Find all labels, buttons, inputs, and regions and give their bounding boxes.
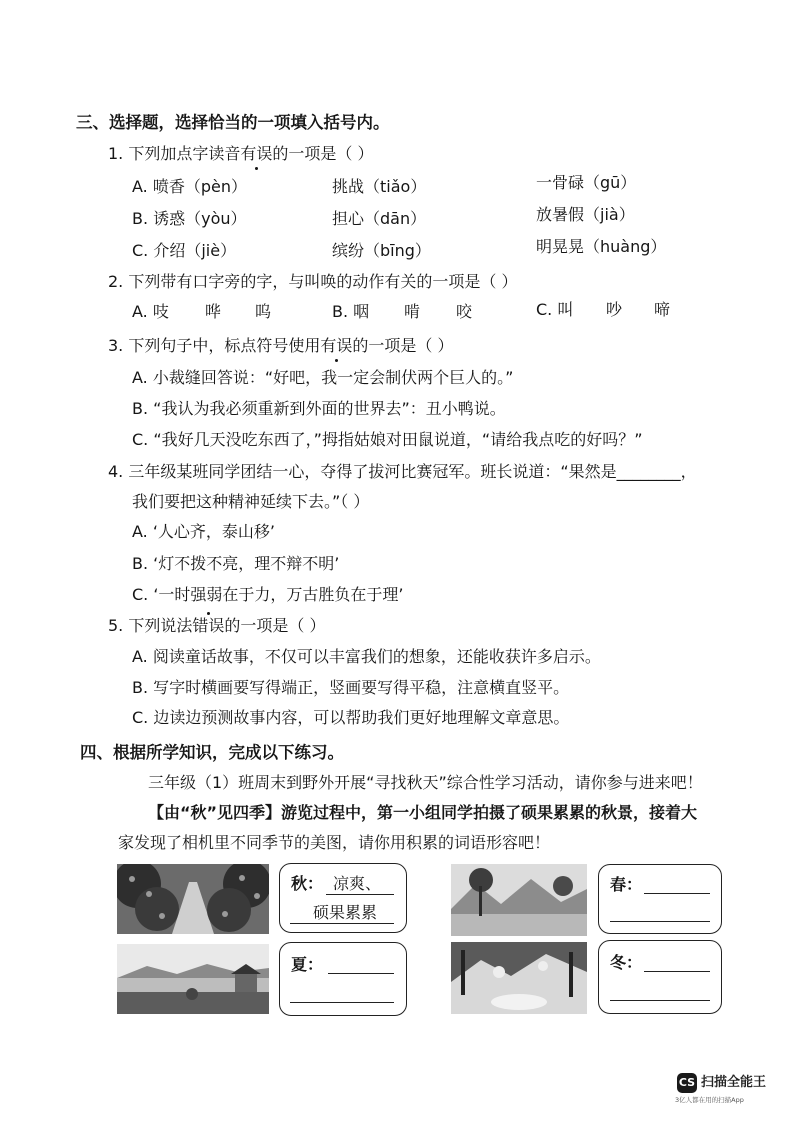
q4-option-b: B. ‘灯不拨不亮，理不辩不明’ [132, 554, 340, 573]
q4-stem-line2: 我们要把这种精神延续下去。”（ ） [132, 492, 370, 511]
q1-option-b3: 放暑假（jià） [536, 205, 635, 224]
q2-stem: 2. 下列带有口字旁的字，与叫唤的动作有关的一项是（ ） [108, 272, 518, 291]
spring-label: 春： [610, 875, 643, 894]
q3-stem: 3. 下列句子中，标点符号使用有误的一项是（ ） [108, 336, 454, 355]
q3-option-c: C. “我好几天没吃东西了，”拇指姑娘对田鼠说道，“请给我点吃的好吗？” [132, 430, 643, 449]
spring-line1 [644, 893, 710, 894]
q1-option-c1: C. 介绍（jiè） [132, 241, 237, 260]
q3-option-a: A. 小裁缝回答说：“好吧，我一定会制伏两个巨人的。” [132, 368, 514, 387]
autumn-line1 [326, 894, 394, 895]
section3-heading: 三、选择题，选择恰当的一项填入括号内。 [76, 113, 390, 132]
winter-line2 [610, 1000, 710, 1001]
q5-dotted-word: 错误 [192, 616, 225, 635]
section4-para-line2: 家发现了相机里不同季节的美图，请你用积累的词语形容吧！ [118, 833, 551, 852]
q5-option-c: C. 边读边预测故事内容，可以帮助我们更好地理解文章意思。 [132, 708, 570, 727]
section4-para-line1: 【由“秋”见四季】游览过程中，第一小组同学拍摄了硕果累累的秋景，接着大 [148, 803, 698, 822]
spring-line2 [610, 921, 710, 922]
autumn-word1: 凉爽、 [333, 874, 382, 893]
q1-option-a2: 挑战（tiǎo） [332, 177, 427, 196]
q1-dotted-word: 有误 [240, 144, 273, 163]
q3-dotted-word: 有误 [320, 336, 353, 355]
q4-option-c: C. ‘一时强弱在于力，万古胜负在于理’ [132, 585, 404, 604]
camscanner-tagline: 3亿人都在用的扫描App [675, 1096, 744, 1104]
q2-option-a-char3: 呜 [255, 302, 272, 321]
q1-option-a3: 一骨碌（gū） [536, 173, 637, 192]
winter-label: 冬： [610, 953, 643, 972]
summer-line2 [290, 1002, 394, 1003]
q5-stem: 5. 下列说法错误的一项是（ ） [108, 616, 326, 635]
q1-option-b1: B. 诱惑（yòu） [132, 209, 247, 228]
camscanner-logo-icon: CS [677, 1073, 697, 1093]
q2-option-b: B. 咽 [332, 302, 370, 321]
q1-option-c3: 明晃晃（huàng） [536, 237, 667, 256]
summer-label: 夏： [291, 955, 324, 974]
section4-heading: 四、根据所学知识，完成以下练习。 [80, 743, 344, 762]
q4-option-a: A. ‘人心齐，泰山移’ [132, 522, 276, 541]
q2-option-a: A. 吱 [132, 302, 169, 321]
q1-option-a1: A. 喷香（pèn） [132, 177, 247, 196]
autumn-word2: 硕果累累 [313, 903, 378, 922]
q2-option-b-char2: 啃 [404, 302, 421, 321]
q2-option-c-char3: 啼 [654, 300, 671, 319]
q2-option-b-char3: 咬 [456, 302, 473, 321]
q1-option-c2: 缤纷（bīng） [332, 241, 431, 260]
q2-option-c-char2: 吵 [606, 300, 623, 319]
q2-option-a-char2: 哗 [205, 302, 222, 321]
q1-stem: 1. 下列加点字读音有误的一项是（ ） [108, 144, 374, 163]
q4-stem-line1: 4. 三年级某班同学团结一心，夺得了拔河比赛冠军。班长说道：“果然是________， [108, 462, 697, 481]
autumn-photo [117, 864, 269, 934]
q1-option-b2: 担心（dān） [332, 209, 427, 228]
winter-photo [451, 942, 587, 1014]
q2-option-c: C. 叫 [536, 300, 574, 319]
section4-intro: 三年级（1）班周末到野外开展“寻找秋天”综合性学习活动，请你参与进来吧！ [148, 773, 703, 792]
q3-option-b: B. “我认为我必须重新到外面的世界去”：丑小鸭说。 [132, 399, 506, 418]
autumn-line2 [290, 923, 394, 924]
summer-line1 [328, 973, 394, 974]
spring-photo [451, 864, 587, 936]
camscanner-name: 扫描全能王 [701, 1075, 767, 1090]
summer-photo [117, 944, 269, 1014]
q5-option-b: B. 写字时横画要写得端正，竖画要写得平稳，注意横直竖平。 [132, 678, 570, 697]
q5-option-a: A. 阅读童话故事，不仅可以丰富我们的想象，还能收获许多启示。 [132, 647, 601, 666]
autumn-label: 秋： [291, 874, 324, 893]
winter-line1 [644, 971, 710, 972]
